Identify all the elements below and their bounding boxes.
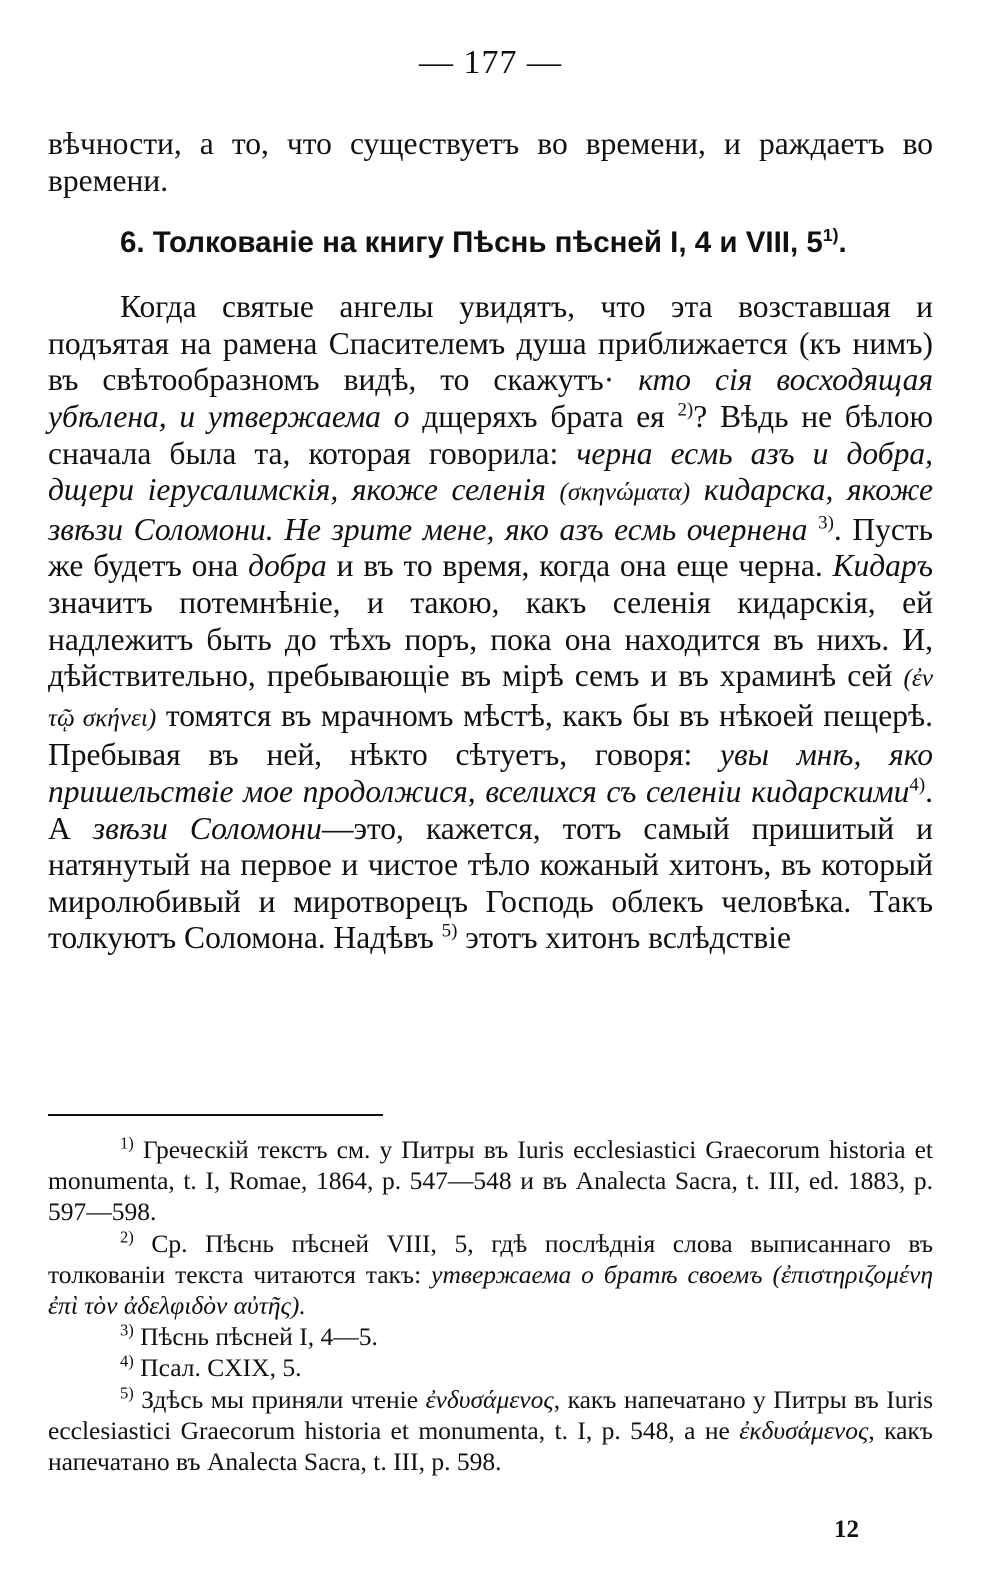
- quotation: кто сія восходящая убѣлена, и утвержаема о: [48, 362, 934, 434]
- footnote-ref-5: 5): [441, 920, 458, 942]
- signature-mark: 12: [834, 1516, 859, 1543]
- continuation-paragraph: вѣчности, а то, что существуетъ во времени, и раждаетъ во времени.: [48, 126, 933, 198]
- footnote-text: , какъ напечатано въ Analecta Sacra, t. III, p. 598.: [48, 1415, 933, 1477]
- footnote-ref-3: 3): [818, 512, 834, 534]
- footnote-quotation: утвержаема о братѣ своемъ: [431, 1259, 763, 1289]
- text-run: и въ то время, когда она еще черна.: [336, 548, 823, 584]
- footnote-divider: [48, 1114, 383, 1116]
- text-run: этотъ хитонъ вслѣдствіе: [465, 920, 792, 956]
- footnote-text: , какъ напечатано у Питры въ Iuris ecclesiastici Graecorum historia et monumenta, t. I, p. 548, а не: [48, 1384, 934, 1445]
- footnote-ref-4: 4): [909, 774, 926, 796]
- book-page: [48, 0, 933, 1575]
- text-run: ? Вѣдь не бѣлою сначала была та, которая говорила:: [48, 398, 934, 471]
- main-text: [48, 126, 933, 957]
- footnote-marker: 2): [120, 1227, 134, 1247]
- text-run: —это, кажется, тотъ самый пришитый и натянутый на первое и чистое тѣло кожаный хитонъ, въ который миролюбивый и миротворецъ Господь облекъ человѣка. Такъ толкуютъ Соломона. Надѣвъ: [48, 810, 933, 956]
- text-run: значитъ потемнѣніе, и такою, какъ селенія кидарскія, ей надлежитъ быть до тѣхъ поръ, пока она находится въ нихъ. И, дѣйствительно, пребывающіе въ мірѣ семъ и въ храминѣ сей: [48, 584, 933, 694]
- greek-text: ἐνδυσάμενος: [425, 1384, 554, 1414]
- quotation: Кидаръ: [832, 548, 934, 584]
- section-heading: 6. Толкованіе на книгу Пѣснь пѣсней I, 4 и VIII, 5$^{1)}$.: [120, 225, 847, 260]
- footnote-marker: 1): [120, 1133, 134, 1153]
- footnote-text: Греческій текстъ см. у Питры въ Iuris ecclesiastici Graecorum historia et monumenta, t. I, Romae, 1864, p. 547—548 и въ Analecta Sacra, t. III, ed. 1883, p. 597—598.: [48, 1135, 934, 1227]
- footnote-2: [48, 1228, 933, 1322]
- text-run: . Пусть же будетъ она: [48, 511, 934, 584]
- footnote-text: Ср. Пѣснь пѣсней VIII, 5, гдѣ послѣднія слова выписаннаго въ толкованіи текста читаются такъ:: [48, 1228, 934, 1289]
- footnote-ref-1: 1): [822, 225, 839, 246]
- footnote-text: Пѣснь пѣсней I, 4—5.: [140, 1322, 378, 1352]
- text-run: . А: [48, 773, 933, 846]
- text-run: дщеряхъ брата ея: [422, 398, 665, 434]
- footnote-3: [48, 1321, 933, 1352]
- main-paragraph: [48, 289, 933, 957]
- text-run: томятся въ мрачномъ мѣстѣ, какъ бы въ нѣкоей пещерѣ. Пребывая въ ней, нѣкто сѣтуетъ, говоря:: [48, 697, 934, 773]
- footnote-text: Псал. CXIX, 5.: [140, 1353, 302, 1383]
- footnote-1: [48, 1134, 933, 1228]
- text-run: ·: [603, 362, 615, 398]
- footnote-marker: 3): [120, 1320, 134, 1340]
- footnote-text: Здѣсь мы приняли чтеніе: [141, 1384, 419, 1414]
- footnote-ref-2: 2): [677, 399, 694, 421]
- footnote-marker: 5): [120, 1383, 134, 1403]
- quotation: кидарска, якоже звѣзи Соломони. Не зрите мене, яко азъ есмь очернена: [48, 472, 934, 547]
- greek-text: ἐκδυσάμενος: [739, 1415, 869, 1445]
- greek-text: (σκηνώματα): [559, 479, 691, 507]
- page-number: — 177 —: [419, 44, 562, 81]
- text-run: Когда святые ангелы увидятъ, что эта возставшая и подъятая на рамена Спасителемъ душа приближается (къ нимъ) въ свѣтообразномъ видѣ, то скажутъ: [48, 289, 933, 398]
- quotation: черна есмь азъ и добра, дщери іерусалимскія, якоже селенія: [48, 435, 933, 508]
- quotation: звѣзи Соломони: [92, 810, 322, 846]
- footnote-4: [48, 1352, 933, 1383]
- footnote-marker: 4): [120, 1351, 134, 1371]
- section-heading-text: 6. Толкованіе на книгу Пѣснь пѣсней I, 4 и VIII, 5: [120, 226, 823, 260]
- quotation: добра: [248, 548, 327, 584]
- greek-text: (ἐν τῷ σκήνει): [48, 665, 933, 732]
- footnotes: [48, 1134, 933, 1477]
- greek-text: (ἐπιστηριζομένη ἐπὶ τὸν ἀδελφιδὸν αὐτῆς).: [48, 1259, 933, 1321]
- footnote-5: [48, 1384, 933, 1478]
- quotation: увы мнѣ, яко пришельствіе мое продолжися, вселихся съ селеніи кидарскими: [48, 737, 933, 809]
